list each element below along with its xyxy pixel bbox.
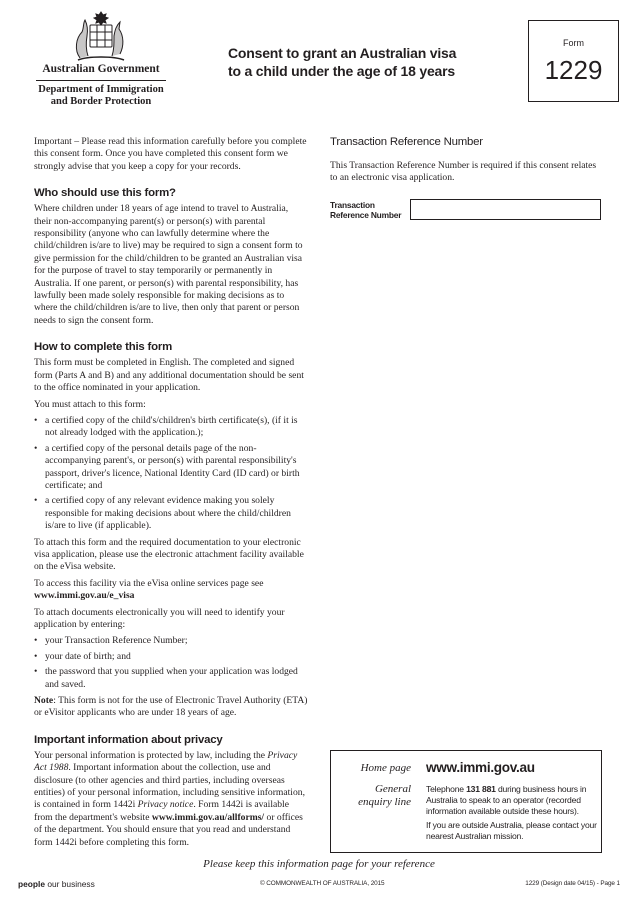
intro-text: Important – Please read this information carefully before you complete this consent form. Once you have completed this consent form we strongly advise that you keep a copy for your records. <box>34 136 307 172</box>
copyright: © COMMONWEALTH OF AUSTRALIA, 2015 <box>260 880 385 887</box>
privacy-notice: Privacy notice <box>137 799 194 811</box>
privacy-text-1: Your personal information is protected by law, including the <box>34 749 266 761</box>
enquiry-label <box>331 783 411 809</box>
contact-box <box>330 750 602 853</box>
who-heading: Who should use this form? <box>34 187 176 200</box>
privacy-paragraph <box>34 750 308 849</box>
list-item: • a certified copy of the child's/children's birth certificate(s), (if it is not already lodged with the application.); <box>34 415 308 440</box>
how-heading: How to complete this form <box>34 341 173 354</box>
trn-text: This Transaction Reference Number is required if this consent relates to an electronic visa application. <box>330 160 597 184</box>
identify-list <box>34 635 308 691</box>
left-column <box>34 136 308 853</box>
list-item: • a certified copy of the personal details page of the non-accompanying parent's, or person(s) with parental responsibility's passport, driver's licence, National Identity Card (ID card) or birth certificate; and <box>34 443 308 493</box>
trn-heading: Transaction Reference Number <box>330 136 483 148</box>
note-paragraph <box>34 695 308 720</box>
telephone-paragraph <box>426 784 598 818</box>
list-item: • the password that you supplied when your application was lodged and saved. <box>34 666 308 691</box>
list-item: • a certified copy of any relevant evidence making you solely responsible for making decisions about where the child/children is/are to live (if applicable). <box>34 495 308 532</box>
home-page-label: Home page <box>360 762 411 774</box>
how-text: This form must be completed in English. The completed and signed form (Parts A and B) and any additional documentation should be sent to the office nominated in your application. <box>34 357 304 394</box>
title-line-1: Consent to grant an Australian visa <box>228 45 457 61</box>
privacy-heading: Important information about privacy <box>34 733 223 746</box>
evisa-link[interactable]: www.immi.gov.au/e_visa <box>34 590 135 602</box>
enquiry-label-line-2: enquiry line <box>358 796 411 808</box>
brand-bold: people <box>18 879 45 889</box>
enquiry-text <box>426 784 598 842</box>
allforms-link[interactable]: www.immi.gov.au/allforms/ <box>151 811 265 823</box>
identify-text: To attach documents electronically you will need to identify your application by entering: <box>34 606 285 630</box>
government-name: Australian Government <box>42 63 160 75</box>
enquiry-label-line-1: General <box>374 783 411 795</box>
list-item: • your Transaction Reference Number; <box>34 635 308 647</box>
coat-of-arms-icon <box>68 10 134 64</box>
access-paragraph <box>34 578 308 603</box>
note-label: Note <box>34 695 54 707</box>
right-column <box>330 136 602 189</box>
tel-number: 131 881 <box>466 784 496 794</box>
title-line-2: to a child under the age of 18 years <box>228 63 455 79</box>
electronic-text: To attach this form and the required documentation to your electronic visa application, please use the electronic attachment facility available on the eVisa website. <box>34 536 304 573</box>
access-text: To access this facility via the eVisa online services page see <box>34 577 264 589</box>
header-divider <box>36 80 166 81</box>
attach-list <box>34 415 308 533</box>
list-item: • your date of birth; and <box>34 651 308 663</box>
form-number: 1229 <box>544 55 603 85</box>
attach-intro: You must attach to this form: <box>34 398 146 410</box>
tel-suffix: during business hours in Australia to speak to an operator (recorded information available outside these hours). <box>426 784 587 817</box>
keep-note: Please keep this information page for your reference <box>203 858 435 870</box>
privacy-act: Privacy Act 1988 <box>34 749 298 774</box>
tel-prefix: Telephone <box>426 784 464 794</box>
department-name: Department of Immigration and Border Protection <box>38 84 164 107</box>
form-label: Form <box>563 38 584 48</box>
privacy-text-2: . Important information about the collection, use and disclosure (to other agencies and third parties, including overseas entities) of your personal information, including sensitive information, is contained in form 1442i <box>34 762 305 811</box>
trn-label-line-2: Reference Number <box>330 210 402 220</box>
privacy-text-3: . Form 1442i is available from the department's website <box>34 799 289 823</box>
page-info: 1229 (Design date 04/15) - Page 1 <box>525 880 620 887</box>
home-page-link[interactable]: www.immi.gov.au <box>426 760 535 775</box>
note-text: : This form is not for the use of Electronic Travel Authority (ETA) or eVisitor applicants who are under 18 years of age. <box>34 695 308 719</box>
brand-rest: our business <box>45 879 95 889</box>
privacy-text-4: or offices of the department. You should ensure that you read and understand form 1442i before completing this form. <box>34 811 303 848</box>
trn-field-label <box>330 200 410 220</box>
page-title <box>228 44 488 80</box>
form-number-box <box>528 20 619 102</box>
trn-label-line-1: Transaction <box>330 200 375 210</box>
who-text: Where children under 18 years of age intend to travel to Australia, their non-accompanying parent(s) or person(s) with parental responsibility (anyone who can lawfully determine where the child/children is/are to live) may be required to sign a consent form to give permission for the child/children to be granted an Australian visa for the purpose of travel to stay temporarily or permanently in Australia. If one parent, or person(s) with parental responsibility, has lawfully been made solely responsible for making decisions as to where the child/children is/are to live, then only that parent or person needs to sign the consent form. <box>34 203 303 326</box>
outside-text: If you are outside Australia, please contact your nearest Australian mission. <box>426 819 597 841</box>
transaction-reference-input[interactable] <box>410 199 601 220</box>
footer-brand <box>18 879 95 889</box>
